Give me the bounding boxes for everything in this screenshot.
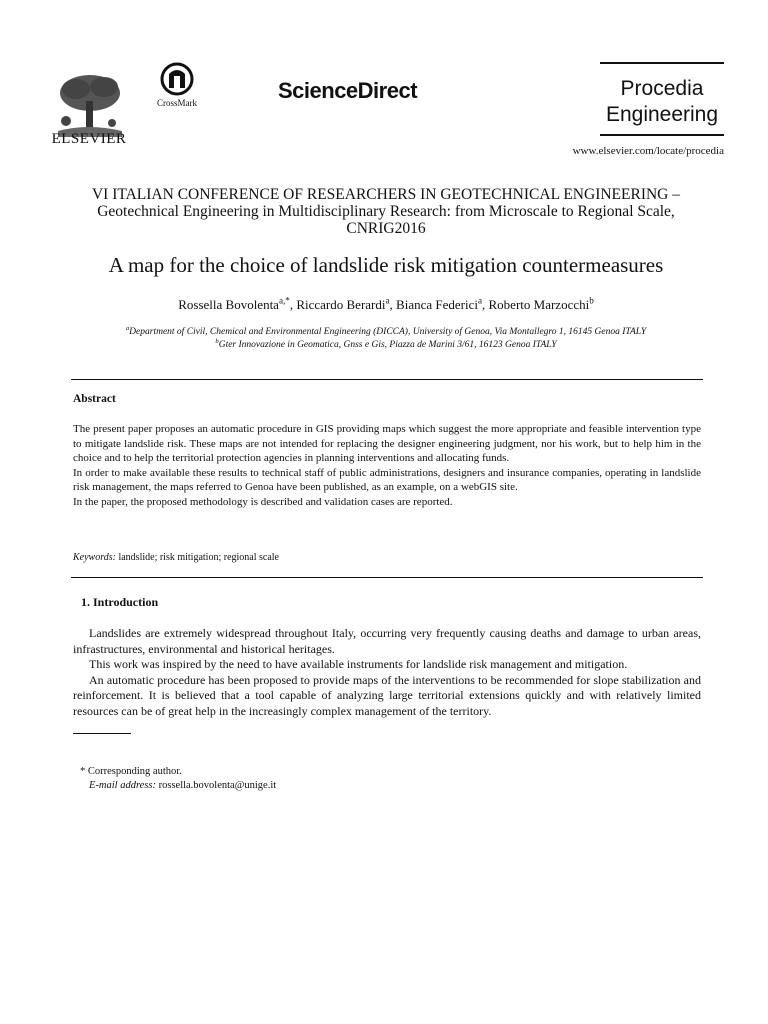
corresponding-author-note: * Corresponding author. [80, 766, 182, 777]
journal-name-line2: Engineering [605, 103, 719, 126]
affiliations [40, 326, 732, 352]
author-affiliation-marker: a [385, 295, 390, 306]
author-name: Bianca Federici [396, 297, 478, 312]
crossmark-label: CrossMark [157, 98, 197, 108]
email-link[interactable]: rossella.bovolenta@unige.it [158, 780, 277, 791]
journal-top-rule [600, 62, 724, 64]
author-affiliation-marker: a,* [278, 295, 290, 306]
abstract-paragraph: In the paper, the proposed methodology is described and validation cases are reported. [73, 495, 453, 508]
journal-name-line1: Procedia [620, 77, 704, 100]
keywords [73, 552, 279, 563]
affiliation-marker: a [125, 324, 130, 332]
conference-line3: CNRIG2016 [346, 220, 426, 237]
author-name: Roberto Marzocchi [488, 297, 590, 312]
keywords-label: Keywords: [73, 552, 116, 563]
author-name: Rossella Bovolenta [178, 297, 279, 312]
affiliation-text: Gter Innovazione in Geomatica, Gnss e Gis, Piazza de Marini 3/61, 16123 Genoa ITALY [218, 340, 557, 350]
abstract-paragraph: In order to make available these results to technical staff of public administrations, designers and insurance companies, operating in landslide risk management, the maps referred to Genoa have been published, as an example, on a webGIS site. [73, 466, 701, 493]
abstract-heading: Abstract [73, 393, 116, 405]
author-separator: , [389, 297, 397, 312]
abstract-paragraph: The present paper proposes an automatic procedure in GIS providing maps which suggest the more appropriate and feasible intervention type to mitigate landslide risk. These maps are not intended for replacing the designer engineering judgment, nor his work, but to help him in the choice and to help the territorial protection agencies in planning interventions and allocating funds. [73, 423, 701, 464]
section-divider [71, 379, 703, 380]
publisher-wordmark: ELSEVIER [51, 131, 127, 147]
conference-line2: Geotechnical Engineering in Multidisciplinary Research: from Microscale to Regional Scale, [97, 203, 675, 220]
keywords-text: landslide; risk mitigation; regional scale [118, 552, 279, 563]
conference-info [40, 186, 732, 237]
author-separator: , [289, 297, 297, 312]
author-affiliation-marker: b [589, 295, 594, 306]
introduction-heading: 1. Introduction [81, 595, 159, 609]
introduction-paragraph: Landslides are extremely widespread throughout Italy, occurring very frequently causing deaths and damage to urban areas, infrastructures, environmental and historical heritages. [73, 626, 701, 656]
journal-name [600, 76, 724, 128]
abstract-body [73, 422, 701, 509]
paper-title: A map for the choice of landslide risk mitigation countermeasures [108, 253, 664, 277]
journal-bottom-rule [600, 134, 724, 136]
affiliation-b [40, 339, 732, 352]
affiliation-a [40, 326, 732, 339]
journal-url-link[interactable]: www.elsevier.com/locate/procedia [572, 145, 724, 157]
author-list [40, 297, 732, 313]
affiliation-marker: b [215, 337, 219, 345]
footnote-rule [73, 733, 131, 734]
introduction-paragraph: An automatic procedure has been proposed to provide maps of the interventions to be recommended for slope stabilization and reinforcement. It is believed that a tool capable of analyzing large territorial extensions quickly and with relatively limited resources can be of great help in the increasingly complex management of the territory. [73, 672, 701, 718]
author-name: Riccardo Berardi [296, 297, 386, 312]
introduction-body [73, 626, 701, 719]
section-divider [71, 577, 703, 578]
sciencedirect-wordmark[interactable]: ScienceDirect [278, 78, 418, 103]
introduction-paragraph: This work was inspired by the need to have available instruments for landslide risk management and mitigation. [89, 657, 628, 671]
email-note [89, 780, 276, 791]
email-label: E-mail address: [89, 780, 156, 791]
author-separator: , [482, 297, 489, 312]
author-affiliation-marker: a [477, 295, 483, 306]
conference-line1: VI ITALIAN CONFERENCE OF RESEARCHERS IN GEOTECHNICAL ENGINEERING – [91, 186, 681, 203]
affiliation-text: Department of Civil, Chemical and Environmental Engineering (DICCA), University of Genoa, Via Montallegro 1, 16145 Genoa ITALY [129, 327, 647, 337]
